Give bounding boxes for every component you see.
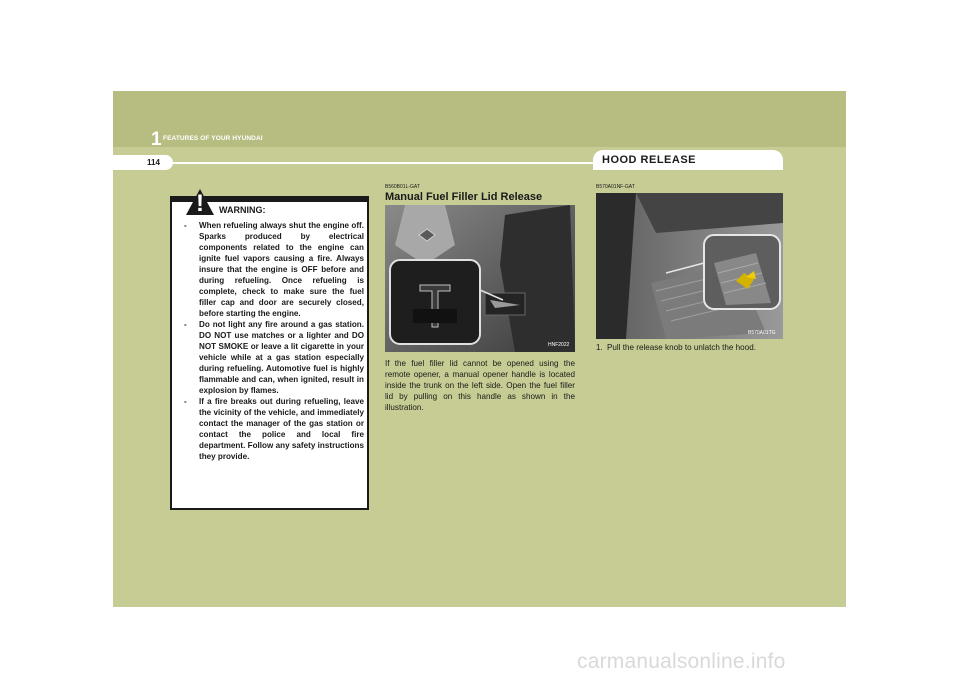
warning-item-text: If a fire breaks out during refueling, leave the vicinity of the vehicle, and immediately contact the manager of the gas station or contact the police and local fire department. Follow any safety instructions they provide. (199, 397, 364, 461)
chapter-title: FEATURES OF YOUR HYUNDAI (163, 135, 263, 142)
fuel-photo-illustration (385, 205, 575, 352)
warning-item: - If a fire breaks out during refueling, leave the vicinity of the vehicle, and immediately contact the manager of the gas station or contact the police and local fire department. Follow any safety instructions they provide. (184, 397, 364, 461)
hood-photo-illustration (596, 193, 783, 339)
warning-item-text: When refueling always shut the engine off. Sparks produced by electrical components related to the engine can ignite fuel vapors causing a fire. Always insure that the engine is OFF before and during refueling. Once refueling is complete, check to make sure the fuel filler cap and door are securely closed, before starting the engine. (199, 221, 364, 318)
exclamation-triangle-icon (185, 188, 215, 216)
page-number-tab (113, 155, 173, 170)
warning-item: - Do not light any fire around a gas station. DO NOT use matches or a lighter and DO NOT SMOKE or leave a lit cigarette in your vehicle while at a gas station especially during refueling. Automotive fuel is highly flammable and can, when ignited, result in explosion by flames. (184, 320, 364, 395)
watermark: carmanualsonline.info (577, 650, 786, 673)
fuel-section-code: B560B01L-GAT (385, 184, 420, 190)
fuel-section-body: If the fuel filler lid cannot be opened using the remote opener, a manual opener handle is located inside the trunk on the left side. Open the fuel filler lid by pulling on this handle as shown in the illustration. (385, 359, 575, 412)
page-number: 114 (147, 158, 160, 167)
warning-item-text: Do not light any fire around a gas station. DO NOT use matches or a lighter and DO NOT SMOKE or leave a lit cigarette in your vehicle while at a gas station especially during refueling. Automotive fuel is highly flammable and can, when ignited, result in explosion by flames. (199, 320, 364, 395)
warning-icon-glyph: ! (196, 190, 204, 217)
fuel-section-heading: Manual Fuel Filler Lid Release (385, 191, 543, 203)
fuel-filler-handle-photo (385, 205, 575, 352)
hood-step-number: 1. (596, 343, 603, 352)
chapter-number: 1 (151, 129, 162, 150)
hood-section-code: B570A01NF-GAT (596, 184, 635, 190)
hood-photo-label: B570A01TG (748, 330, 776, 336)
warning-list (184, 220, 364, 462)
section-title: HOOD RELEASE (602, 154, 697, 166)
warning-item: - When refueling always shut the engine off. Sparks produced by electrical components related to the engine can ignite fuel vapors causing a fire. Always insure that the engine is OFF before and during refueling. Once refueling is complete, check to make sure the fuel filler cap and door are securely closed, before starting the engine. (184, 221, 364, 318)
hood-release-photo (596, 193, 783, 339)
hood-step-text: Pull the release knob to unlatch the hood. (607, 343, 756, 352)
warning-title: WARNING: (219, 205, 266, 215)
fuel-photo-label: HNF2022 (548, 342, 570, 348)
hood-step (596, 342, 783, 353)
header-rule (173, 162, 593, 164)
